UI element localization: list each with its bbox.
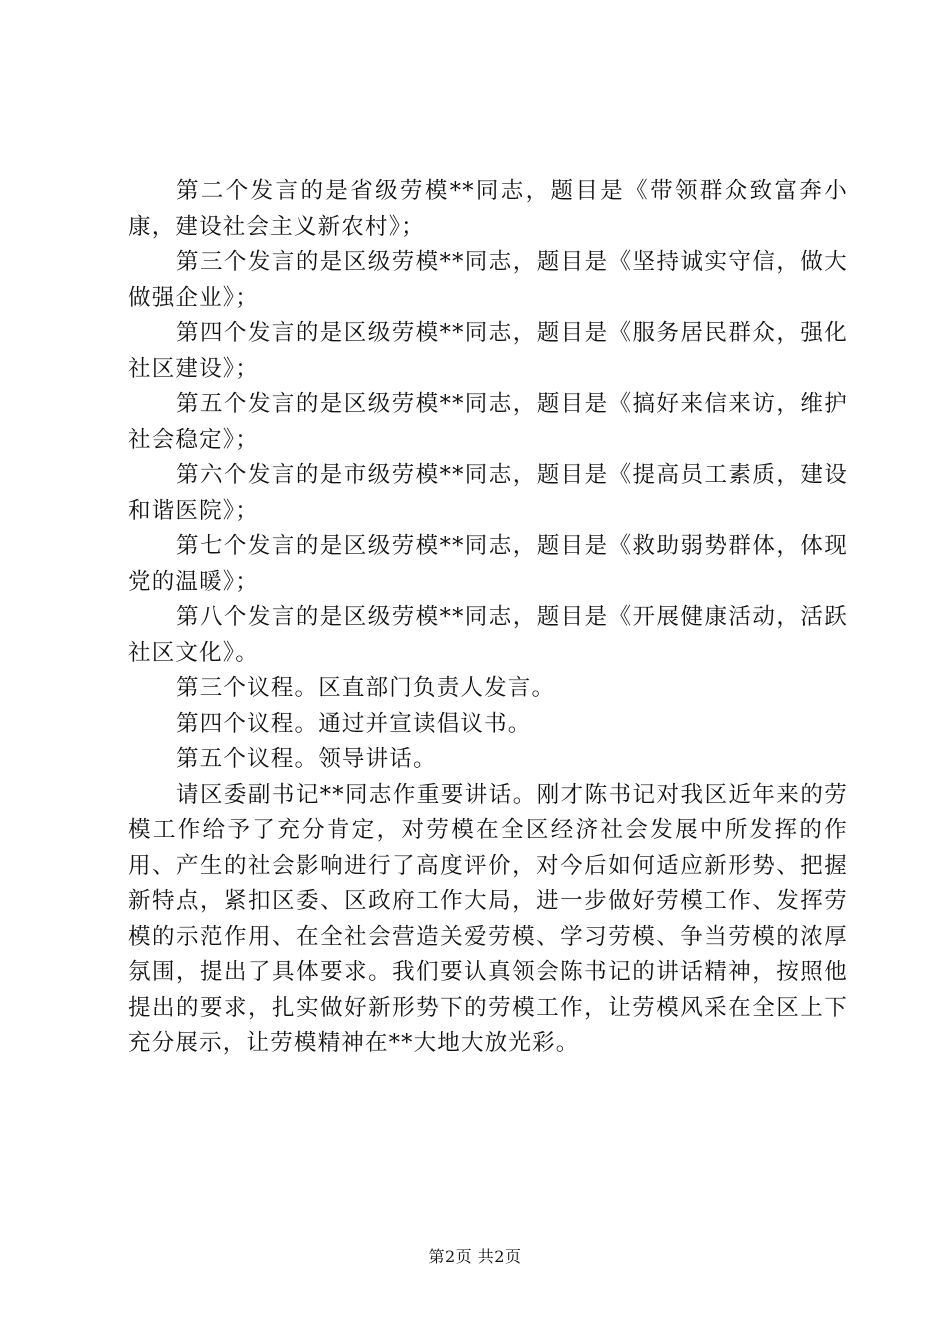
- paragraph: 第二个发言的是省级劳模**同志，题目是《带领群众致富奔小康，建设社会主义新农村》；: [128, 178, 848, 240]
- document-body: [128, 174, 848, 1062]
- paragraph: 第七个发言的是区级劳模**同志，题目是《救助弱势群体，体现党的温暖》；: [128, 533, 848, 595]
- paragraph: 第八个发言的是区级劳模**同志，题目是《开展健康活动，活跃社区文化》。: [128, 604, 848, 666]
- paragraph: 第五个议程。领导讲话。: [176, 746, 437, 772]
- paragraph: 第三个发言的是区级劳模**同志，题目是《坚持诚实守信，做大做强企业》；: [128, 249, 848, 311]
- paragraph: 第四个发言的是区级劳模**同志，题目是《服务居民群众，强化社区建设》；: [128, 320, 848, 382]
- paragraph: 第五个发言的是区级劳模**同志，题目是《搞好来信来访，维护社会稳定》；: [128, 391, 848, 453]
- paragraph: 请区委副书记**同志作重要讲话。刚才陈书记对我区近年来的劳模工作给予了充分肯定，对劳模在全区经济社会发展中所发挥的作用、产生的社会影响进行了高度评价，对今后如何适应新形势、把握新特点，紧扣区委、区政府工作大局，进一步做好劳模工作、发挥劳模的示范作用、在全社会营造关爱劳模、学习劳模、争当劳模的浓厚氛围，提出了具体要求。我们要认真领会陈书记的讲话精神，按照他提出的要求，扎实做好新形势下的劳模工作，让劳模风采在全区上下充分展示，让劳模精神在**大地大放光彩。: [128, 781, 848, 1056]
- paragraph: 第六个发言的是市级劳模**同志，题目是《提高员工素质，建设和谐医院》；: [128, 462, 848, 524]
- paragraph: 第三个议程。区直部门负责人发言。: [176, 675, 556, 701]
- page-number-footer: 第2页 共2页: [428, 1247, 522, 1266]
- paragraph: 第四个议程。通过并宣读倡议书。: [176, 710, 532, 737]
